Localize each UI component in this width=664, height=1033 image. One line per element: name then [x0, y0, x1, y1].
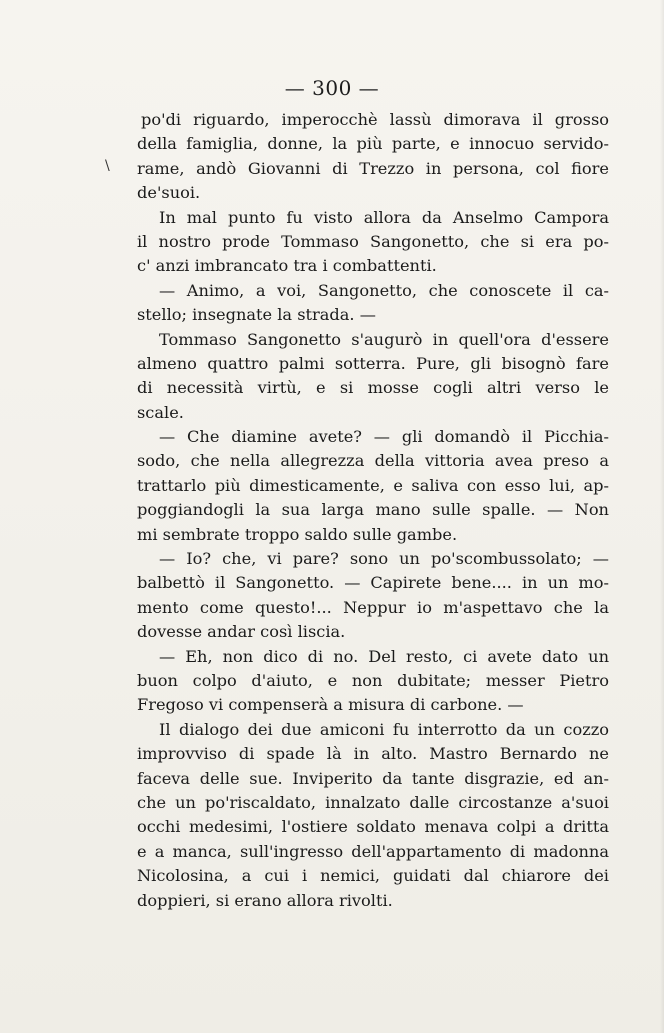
text-line: In mal punto fu visto allora da Anselmo Campora — [159, 207, 609, 227]
text-line: de'suoi. — [137, 183, 201, 203]
text-line: balbettò il Sangonetto. — Capirete bene.... in un mo- — [137, 573, 609, 593]
scan-edge-shadow — [660, 0, 664, 1033]
text-line: — Che diamine avete? — gli domandò il Picchia- — [159, 427, 609, 447]
text-line: — Animo, a voi, Sangonetto, che conoscete il ca- — [159, 280, 609, 300]
text-line: stello; insegnate la strada. — — [137, 305, 376, 325]
text-line: — Io? che, vi pare? sono un po'scombussolato; — — [159, 549, 609, 569]
text-line: Nicolosina, a cui i nemici, guidati dal chiarore dei — [137, 866, 609, 886]
page-number: — 300 — — [284, 76, 380, 100]
text-line: rame, andò Giovanni di Trezzo in persona, col fiore — [137, 158, 609, 178]
text-line: di necessità virtù, e si mosse cogli altri verso le — [137, 378, 609, 398]
text-line: mento come questo!... Neppur io m'aspettavo che la — [137, 597, 609, 617]
text-line: occhi medesimi, l'ostiere soldato menava colpi a dritta — [137, 817, 609, 837]
margin-mark: \ — [105, 158, 110, 174]
text-line: scale. — [137, 402, 184, 422]
text-line: buon colpo d'aiuto, e non dubitate; messer Pietro — [137, 670, 609, 690]
text-line: c' anzi imbrancato tra i combattenti. — [137, 256, 437, 276]
text-line: della famiglia, donne, la più parte, e innocuo servido- — [137, 134, 609, 154]
text-line: Il dialogo dei due amiconi fu interrotto da un cozzo — [159, 719, 609, 739]
text-line: il nostro prode Tommaso Sangonetto, che si era po- — [137, 231, 609, 251]
text-line: Tommaso Sangonetto s'augurò in quell'ora d'essere — [159, 329, 609, 349]
text-line: almeno quattro palmi sotterra. Pure, gli bisognò fare — [137, 353, 609, 373]
text-line: — Eh, non dico di no. Del resto, ci avete dato un — [159, 646, 609, 666]
text-line: improvviso di spade là in alto. Mastro Bernardo ne — [137, 744, 609, 764]
text-line: Fregoso vi compenserà a misura di carbone. — — [137, 695, 524, 715]
text-line: poggiandogli la sua larga mano sulle spalle. — Non — [137, 500, 609, 520]
text-line: dovesse andar così liscia. — [137, 622, 346, 642]
text-line: sodo, che nella allegrezza della vittoria avea preso a — [137, 451, 609, 471]
text-line: po'di riguardo, imperocchè lassù dimorava il grosso — [141, 110, 609, 129]
text-line: e a manca, sull'ingresso dell'appartamento di madonna — [137, 841, 609, 861]
text-line: faceva delle sue. Inviperito da tante disgrazie, ed an- — [137, 768, 609, 788]
body-text — [137, 108, 609, 913]
text-line: mi sembrate troppo saldo sulle gambe. — [137, 524, 458, 544]
text-line: trattarlo più dimesticamente, e saliva con esso lui, ap- — [137, 475, 609, 495]
text-line: che un po'riscaldato, innalzato dalle circostanze a'suoi — [137, 792, 609, 812]
text-line: doppieri, si erano allora rivolti. — [137, 890, 393, 910]
